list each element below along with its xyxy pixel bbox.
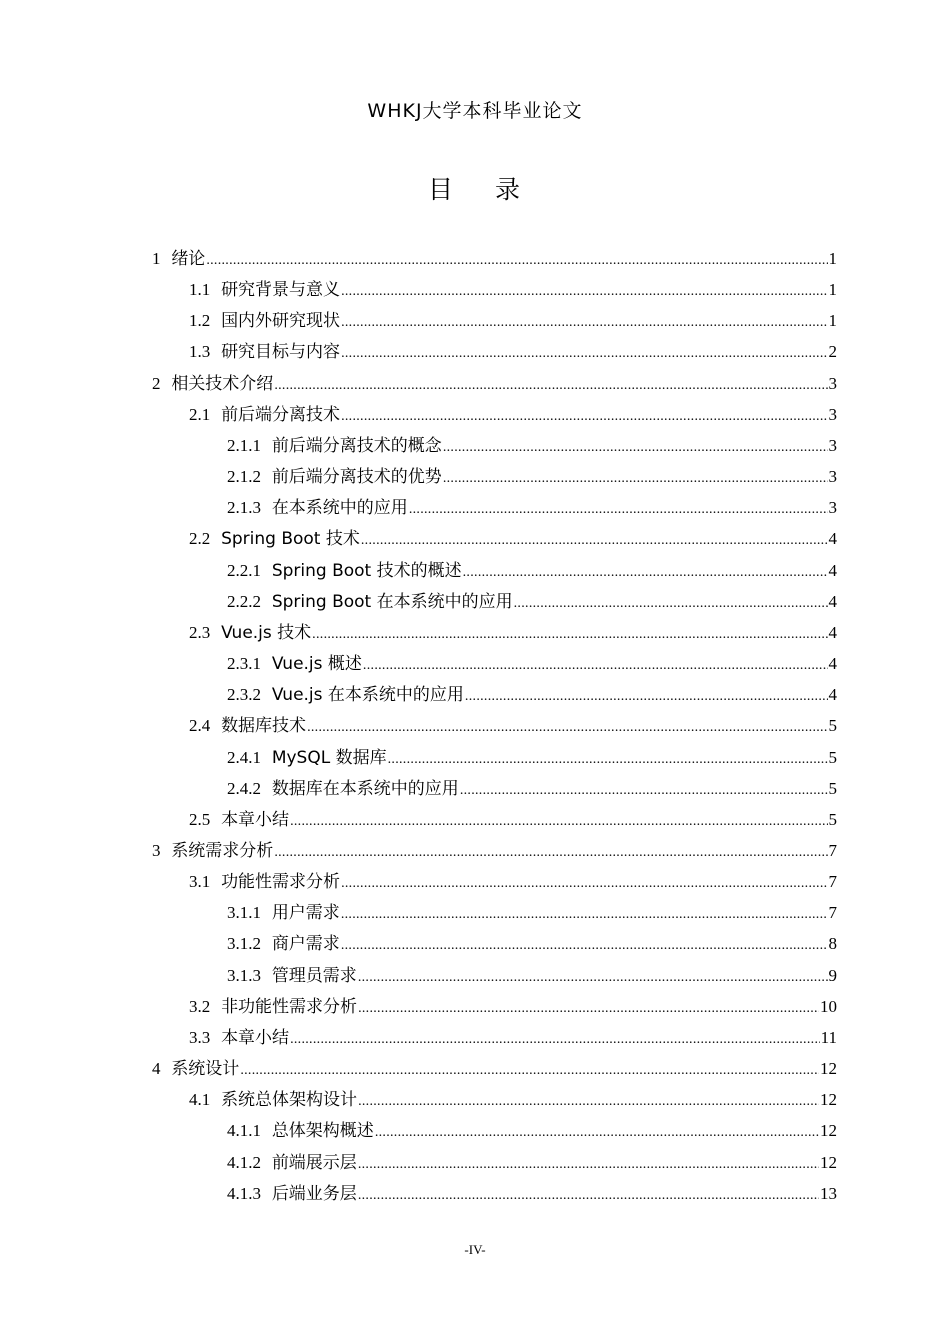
toc-entry-title: 总体架构概述 (271, 1121, 374, 1142)
toc-entry-page-number: 1 (828, 311, 837, 331)
toc-entry[interactable] (152, 336, 837, 367)
toc-entry-page-number: 7 (828, 872, 837, 892)
toc-entry-page-number: 2 (828, 342, 837, 362)
table-of-contents (152, 243, 837, 1209)
toc-entry-number: 2.5 (189, 809, 211, 829)
toc-entry-page-number: 4 (828, 591, 837, 611)
toc-entry-number: 3.1 (189, 872, 211, 892)
toc-entry[interactable] (152, 1147, 837, 1178)
toc-entry-number: 2.3.2 (227, 685, 261, 705)
toc-entry-title: 本章小结 (221, 1027, 290, 1048)
toc-dot-leader (363, 650, 828, 681)
toc-entry-number: 2.3.1 (227, 654, 261, 674)
toc-dot-leader (358, 1180, 819, 1211)
toc-entry-page-number: 5 (828, 809, 837, 829)
toc-entry-title: 前后端分离技术 (221, 404, 341, 425)
toc-entry[interactable] (152, 430, 837, 461)
toc-entry-title: 系统需求分析 (171, 840, 274, 861)
toc-entry[interactable] (152, 928, 837, 959)
toc-entry-title: Vue.js 在本系统中的应用 (271, 685, 464, 706)
toc-entry[interactable] (152, 710, 837, 741)
toc-entry-title: 前后端分离技术的优势 (271, 467, 442, 488)
toc-entry-page-number: 4 (828, 529, 837, 549)
toc-entry[interactable] (152, 1022, 837, 1053)
toc-entry-number: 3.1.2 (227, 934, 261, 954)
toc-entry-title: Spring Boot 在本系统中的应用 (271, 591, 513, 612)
toc-entry-title: 系统设计 (171, 1059, 240, 1080)
toc-entry-number: 1.2 (189, 311, 211, 331)
toc-dot-leader (409, 494, 828, 525)
toc-entry[interactable] (152, 835, 837, 866)
toc-entry-page-number: 11 (820, 1027, 837, 1047)
toc-entry-title: 相关技术介绍 (171, 373, 274, 394)
toc-dot-leader (463, 557, 828, 588)
toc-entry[interactable] (152, 960, 837, 991)
toc-entry-number: 4.1 (189, 1090, 211, 1110)
toc-dot-leader (341, 868, 827, 899)
toc-entry-number: 2.2.2 (227, 591, 261, 611)
toc-entry[interactable] (152, 866, 837, 897)
toc-dot-leader (514, 588, 828, 619)
toc-dot-leader (341, 899, 828, 930)
toc-entry[interactable] (152, 274, 837, 305)
toc-entry[interactable] (152, 679, 837, 710)
toc-entry-number: 1 (152, 249, 161, 268)
toc-entry-number: 2 (152, 373, 161, 393)
toc-entry[interactable] (152, 617, 837, 648)
toc-dot-leader (443, 432, 828, 463)
toc-entry-title: 研究背景与意义 (221, 280, 341, 301)
toc-entry-page-number: 12 (820, 1059, 837, 1079)
toc-entry-number: 2.2.1 (227, 560, 261, 580)
toc-entry-number: 2.4.2 (227, 778, 261, 798)
toc-dot-leader (341, 930, 828, 961)
toc-entry[interactable] (152, 1178, 837, 1209)
toc-entry-page-number: 3 (828, 467, 837, 487)
toc-entry-title: 功能性需求分析 (221, 872, 341, 893)
toc-entry-title: 商户需求 (271, 934, 340, 955)
toc-entry-title: 本章小结 (221, 809, 290, 830)
toc-entry-title: 绪论 (171, 249, 206, 269)
toc-dot-leader (460, 775, 828, 806)
toc-entry-page-number: 5 (828, 778, 837, 798)
toc-entry-number: 2.4 (189, 716, 211, 736)
toc-entry[interactable] (152, 804, 837, 835)
toc-entry-title: 管理员需求 (271, 965, 357, 986)
toc-entry-title: 研究目标与内容 (221, 342, 341, 363)
toc-entry-page-number: 1 (828, 280, 837, 300)
toc-entry[interactable] (152, 368, 837, 399)
toc-entry-number: 4.1.2 (227, 1152, 261, 1172)
toc-entry-title: 在本系统中的应用 (271, 498, 408, 519)
toc-entry-title: Vue.js 概述 (271, 654, 362, 675)
toc-dot-leader (388, 744, 828, 775)
toc-entry-title: 后端业务层 (271, 1183, 357, 1204)
toc-entry-number: 2.4.1 (227, 747, 261, 767)
toc-entry-number: 3.1.3 (227, 965, 261, 985)
toc-entry-title: 非功能性需求分析 (221, 996, 358, 1017)
toc-entry[interactable] (152, 1115, 837, 1146)
toc-dot-leader (290, 1024, 820, 1055)
toc-dot-leader (312, 619, 827, 650)
toc-dot-leader (240, 1055, 819, 1086)
toc-entry[interactable] (152, 523, 837, 554)
toc-dot-leader (307, 712, 827, 743)
toc-entry-page-number: 3 (828, 498, 837, 518)
toc-entry[interactable] (152, 243, 837, 274)
toc-dot-leader (206, 245, 827, 276)
toc-entry[interactable] (152, 305, 837, 336)
toc-dot-leader (375, 1117, 819, 1148)
toc-dot-leader (341, 307, 827, 338)
toc-entry-number: 3.2 (189, 996, 211, 1016)
toc-entry[interactable] (152, 991, 837, 1022)
toc-dot-leader (274, 837, 827, 868)
toc-entry-title: 国内外研究现状 (221, 311, 341, 332)
toc-entry-page-number: 1 (828, 249, 837, 268)
toc-entry-number: 2.1.2 (227, 467, 261, 487)
toc-entry[interactable] (152, 586, 837, 617)
toc-dot-leader (341, 401, 827, 432)
toc-entry-number: 2.1.1 (227, 435, 261, 455)
document-header-title: WHKJ大学本科毕业论文 (367, 100, 583, 122)
toc-entry-page-number: 4 (828, 654, 837, 674)
toc-entry-number: 3.1.1 (227, 903, 261, 923)
toc-dot-leader (358, 993, 819, 1024)
toc-entry-page-number: 3 (828, 373, 837, 393)
toc-entry-page-number: 12 (820, 1090, 837, 1110)
toc-entry[interactable] (152, 742, 837, 773)
toc-entry-number: 4.1.1 (227, 1121, 261, 1141)
toc-entry[interactable] (152, 1053, 837, 1084)
toc-entry-page-number: 9 (828, 965, 837, 985)
toc-entry[interactable] (152, 399, 837, 430)
toc-entry-number: 1.1 (189, 280, 211, 300)
toc-dot-leader (274, 370, 827, 401)
toc-entry-page-number: 8 (828, 934, 837, 954)
toc-dot-leader (290, 806, 827, 837)
toc-dot-leader (358, 962, 828, 993)
toc-dot-leader (361, 525, 828, 556)
toc-entry-number: 2.3 (189, 622, 211, 642)
toc-entry-page-number: 5 (828, 716, 837, 736)
toc-entry-number: 4 (152, 1059, 161, 1079)
toc-entry-title: 数据库技术 (221, 716, 307, 737)
toc-dot-leader (341, 276, 827, 307)
toc-entry-title: Vue.js 技术 (221, 622, 312, 643)
toc-entry[interactable] (152, 1084, 837, 1115)
toc-entry-page-number: 3 (828, 435, 837, 455)
toc-entry-title: 数据库在本系统中的应用 (271, 778, 459, 799)
toc-entry-page-number: 4 (828, 685, 837, 705)
toc-entry-number: 3 (152, 840, 161, 860)
toc-entry[interactable] (152, 555, 837, 586)
toc-entry-page-number: 4 (828, 622, 837, 642)
toc-dot-leader (443, 463, 828, 494)
toc-entry[interactable] (152, 492, 837, 523)
toc-entry-title: 前端展示层 (271, 1152, 357, 1173)
toc-entry-title: 系统总体架构设计 (221, 1090, 358, 1111)
toc-entry-title: 用户需求 (271, 903, 340, 924)
toc-heading: 目 录 (428, 175, 522, 204)
toc-entry-number: 2.1.3 (227, 498, 261, 518)
toc-entry[interactable] (152, 773, 837, 804)
toc-entry-number: 4.1.3 (227, 1183, 261, 1203)
toc-entry[interactable] (152, 648, 837, 679)
toc-entry-title: 前后端分离技术的概念 (271, 435, 442, 456)
toc-dot-leader (358, 1086, 819, 1117)
toc-entry-title: MySQL 数据库 (271, 747, 387, 768)
toc-entry-page-number: 12 (820, 1152, 837, 1172)
toc-dot-leader (358, 1149, 819, 1180)
toc-entry-number: 2.1 (189, 404, 211, 424)
toc-entry-number: 3.3 (189, 1027, 211, 1047)
toc-entry-page-number: 5 (828, 747, 837, 767)
toc-entry-title: Spring Boot 技术的概述 (271, 560, 462, 581)
footer-page-number: -IV- (464, 1242, 486, 1257)
toc-entry-page-number: 7 (828, 840, 837, 860)
toc-entry-number: 2.2 (189, 529, 211, 549)
toc-entry[interactable] (152, 897, 837, 928)
toc-entry-page-number: 3 (828, 404, 837, 424)
toc-entry-page-number: 7 (828, 903, 837, 923)
toc-entry[interactable] (152, 461, 837, 492)
toc-dot-leader (341, 338, 827, 369)
toc-dot-leader (465, 681, 828, 712)
toc-entry-title: Spring Boot 技术 (221, 529, 360, 550)
toc-entry-page-number: 10 (820, 996, 837, 1016)
toc-entry-page-number: 12 (820, 1121, 837, 1141)
toc-entry-page-number: 13 (820, 1183, 837, 1203)
toc-entry-page-number: 4 (828, 560, 837, 580)
toc-entry-number: 1.3 (189, 342, 211, 362)
